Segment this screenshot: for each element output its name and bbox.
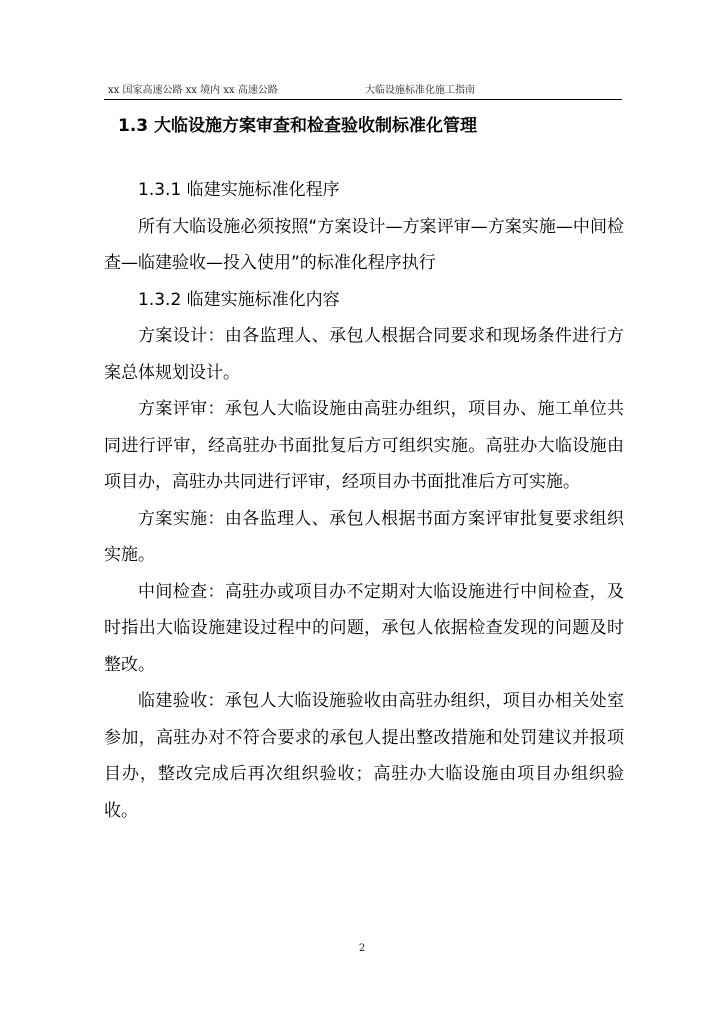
paragraph-procedure: 所有大临设施必须按照“方案设计—方案评审—方案实施—中间检查—临建验收—投入使用”的标准化程序执行: [104, 216, 624, 273]
paragraph-acceptance: 临建验收：承包人大临设施验收由高驻办组织，项目办相关处室参加，高驻办对不符合要求的承包人提出整改措施和处罚建议并报项目办，整改完成后再次组织验收；高驻办大临设施由项目办组织验收。: [104, 691, 624, 821]
section-title: 1.3 大临设施方案审查和检查验收制标准化管理: [118, 116, 478, 136]
subsection-heading-1-3-1: 1.3.1 临建实施标准化程序: [138, 180, 340, 200]
subsection-heading-1-3-2: 1.3.2 临建实施标准化内容: [138, 289, 340, 310]
paragraph-design: 方案设计：由各监理人、承包人根据合同要求和现场条件进行方案总体规划设计。: [104, 326, 624, 383]
header-title: 大临设施标准化施工指南: [365, 85, 475, 96]
paragraph-intermediate-inspection: 中间检查：高驻办或项目办不定期对大临设施进行中间检查，及时指出大临设施建设过程中的问题，承包人依据检查发现的问题及时整改。: [104, 581, 624, 675]
header-left-text: xx 国家高速公路 xx 境内 xx 高速公路: [108, 85, 278, 96]
paragraph-review: 方案评审：承包人大临设施由高驻办组织，项目办、施工单位共同进行评审，经高驻办书面批复后方可组织实施。高驻办大临设施由项目办，高驻办共同进行评审，经项目办书面批准后方可实施。: [104, 399, 624, 492]
page-header: [108, 84, 622, 98]
paragraph-implementation: 方案实施：由各监理人、承包人根据书面方案评审批复要求组织实施。: [104, 508, 624, 565]
body-text: [104, 172, 624, 829]
page-number: 2: [358, 943, 366, 954]
header-divider: [104, 99, 622, 100]
